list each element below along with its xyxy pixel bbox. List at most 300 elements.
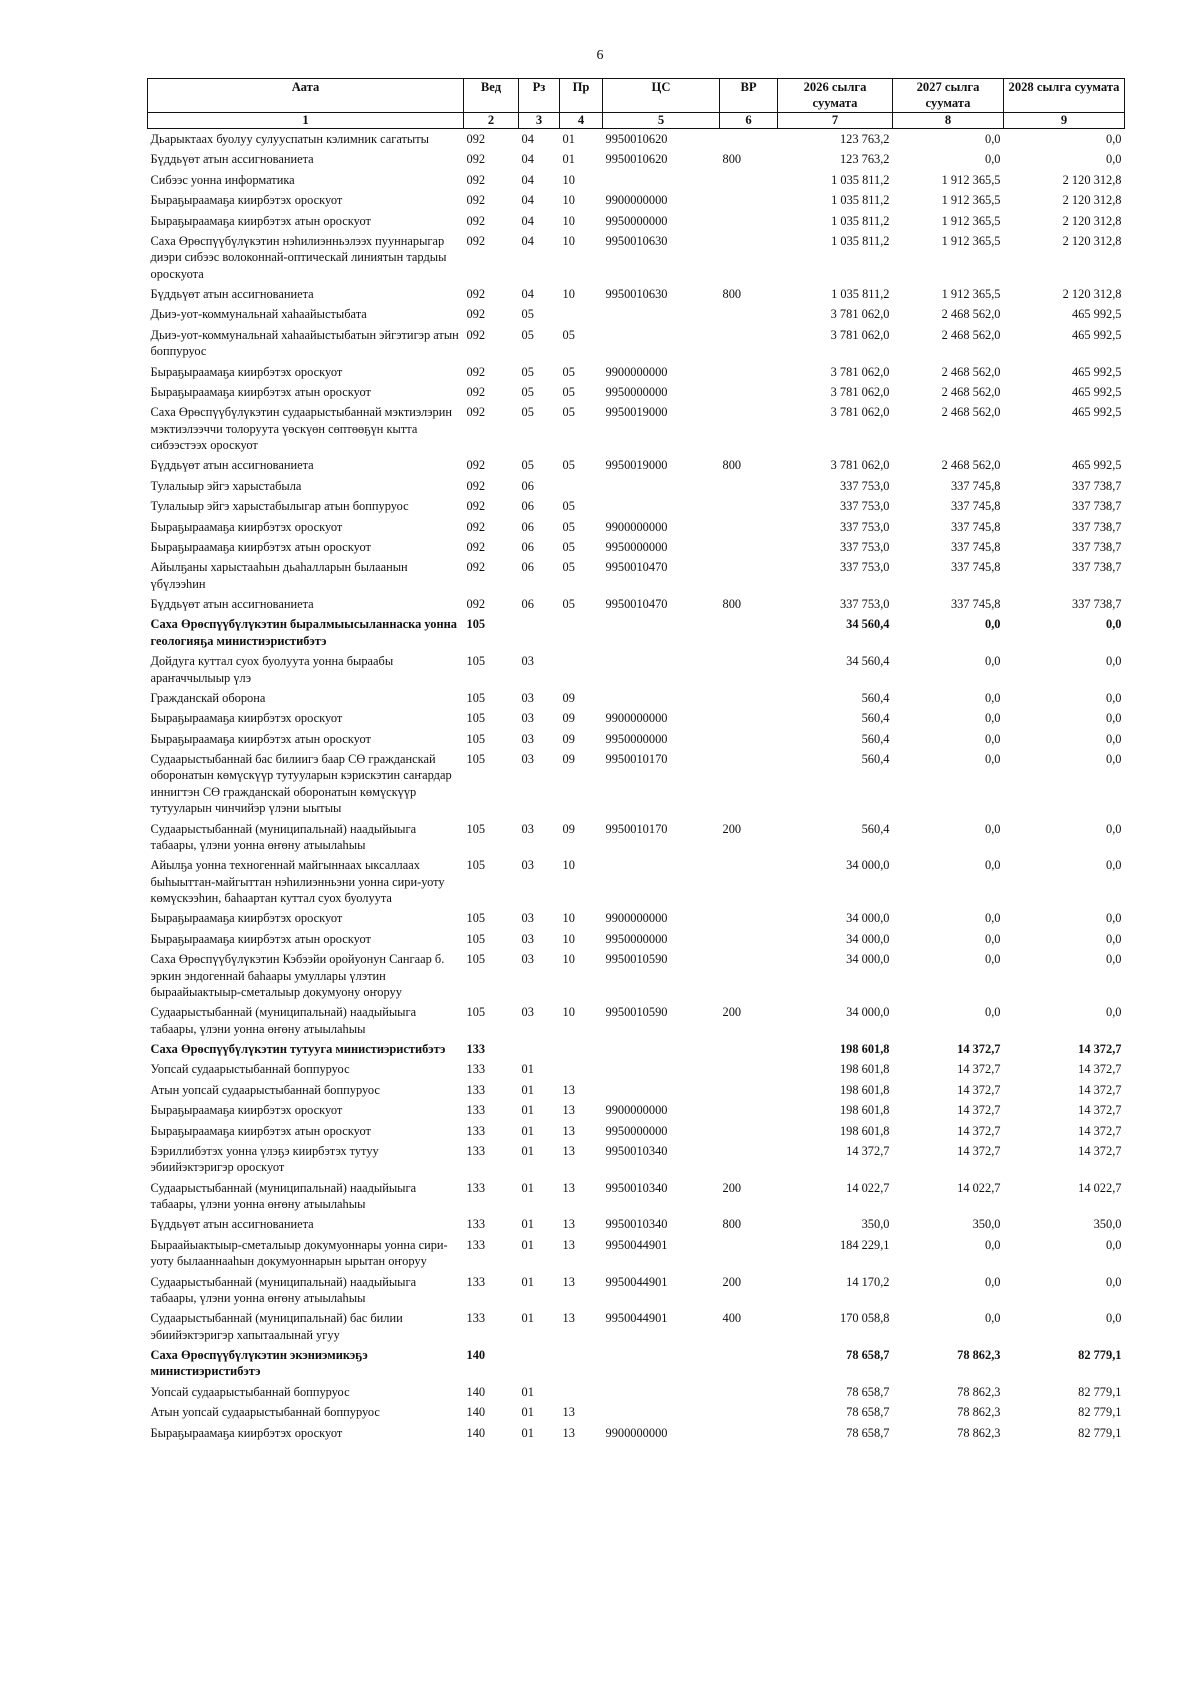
- vr-cell: [720, 688, 778, 708]
- table-row: [148, 1059, 1125, 1079]
- table-row: [148, 1423, 1125, 1443]
- ved-cell: 105: [466, 690, 486, 705]
- pr-cell: 05: [562, 597, 575, 611]
- amount-2026-cell: 78 658,7: [846, 1348, 890, 1362]
- vr-cell: [720, 1059, 778, 1079]
- vr-cell: [720, 651, 778, 688]
- pr-cell: 05: [562, 327, 575, 342]
- amount-2027-cell: 1 912 365,5: [941, 287, 1001, 301]
- rz-cell: 06: [521, 539, 534, 554]
- cs-cell: 9950010630: [605, 233, 668, 248]
- table-row: [148, 284, 1125, 304]
- table-row: [148, 170, 1125, 190]
- vr-cell: [720, 1382, 778, 1402]
- rz-cell: 04: [521, 213, 534, 228]
- header-row: [148, 79, 1125, 113]
- cs-cell: [603, 170, 720, 190]
- amount-2027-cell: 14 372,7: [957, 1123, 1001, 1138]
- column-header: 2026 сылга суумата: [778, 79, 893, 113]
- cs-cell: [603, 1059, 720, 1079]
- row-name-cell: Бүддьүөт атын ассигнованиета: [150, 287, 314, 301]
- cs-cell: 9950000000: [605, 1123, 668, 1138]
- vr-cell: [720, 929, 778, 949]
- column-header: Пр: [560, 79, 603, 113]
- ved-cell: 133: [466, 1042, 486, 1056]
- cs-cell: [603, 476, 720, 496]
- amount-2028-cell: 82 779,1: [1078, 1425, 1122, 1440]
- amount-2028-cell: 0,0: [1106, 752, 1122, 766]
- table-row: [148, 325, 1125, 362]
- amount-2027-cell: 1 912 365,5: [941, 213, 1001, 228]
- table-row: [148, 819, 1125, 856]
- pr-cell: [560, 304, 603, 324]
- amount-2028-cell: 0,0: [1106, 711, 1122, 726]
- amount-2027-cell: 2 468 562,0: [941, 327, 1001, 342]
- cs-cell: 9900000000: [605, 1103, 668, 1118]
- row-name-cell: Быраҕыраамаҕа киирбэтэх ороскуот: [150, 193, 343, 208]
- amount-2026-cell: 34 000,0: [846, 858, 890, 873]
- table-row: [148, 949, 1125, 1002]
- ved-cell: 092: [466, 597, 486, 611]
- vr-cell: [720, 476, 778, 496]
- pr-cell: [560, 1345, 603, 1382]
- amount-2026-cell: 34 560,4: [846, 654, 890, 669]
- amount-2028-cell: 465 992,5: [1071, 458, 1122, 473]
- pr-cell: 01: [562, 132, 575, 146]
- rz-cell: 04: [521, 193, 534, 208]
- cs-cell: 9950044901: [605, 1311, 668, 1326]
- amount-2027-cell: 0,0: [985, 911, 1001, 926]
- ved-cell: 105: [466, 911, 486, 926]
- amount-2027-cell: 337 745,8: [950, 478, 1001, 493]
- amount-2026-cell: 337 753,0: [839, 478, 890, 493]
- ved-cell: 133: [466, 1274, 486, 1289]
- amount-2027-cell: 14 372,7: [957, 1042, 1001, 1056]
- ved-cell: 140: [466, 1348, 486, 1362]
- amount-2028-cell: 2 120 312,8: [1062, 233, 1122, 248]
- rz-cell: 01: [521, 1384, 534, 1399]
- row-name-cell: Дьиэ-уот-коммунальнай хаһаайыстыбатын эйгэтигэр атын боппуруос: [150, 327, 459, 359]
- amount-2028-cell: 0,0: [1106, 821, 1122, 836]
- amount-2026-cell: 14 170,2: [846, 1274, 890, 1289]
- amount-2026-cell: 337 753,0: [839, 499, 890, 514]
- vr-cell: [720, 1235, 778, 1272]
- cs-cell: 9950044901: [605, 1274, 668, 1289]
- amount-2028-cell: 0,0: [1106, 931, 1122, 946]
- amount-2027-cell: 337 745,8: [950, 499, 1001, 514]
- amount-2026-cell: 198 601,8: [839, 1082, 890, 1097]
- cs-cell: 9950010620: [605, 152, 668, 167]
- amount-2026-cell: 78 658,7: [846, 1425, 890, 1440]
- vr-cell: [720, 170, 778, 190]
- rz-cell: 03: [521, 952, 534, 967]
- cs-cell: 9950010470: [605, 597, 668, 611]
- row-name-cell: Саха Өрөспүүбүлүкэтин Кэбээйи оройуонун Сангаар б. эркин эндогеннай баһаары умуллары үлэтин быраайыактыыр-сметалыыр докумуону оҥоруу: [150, 952, 445, 999]
- vr-cell: 200: [722, 1005, 742, 1020]
- amount-2028-cell: 2 120 312,8: [1062, 287, 1122, 301]
- table-row: [148, 1382, 1125, 1402]
- ved-cell: 092: [466, 307, 486, 322]
- cs-cell: 9950010170: [605, 752, 668, 766]
- amount-2028-cell: 0,0: [1106, 617, 1122, 632]
- amount-2027-cell: 337 745,8: [950, 519, 1001, 534]
- ved-cell: 092: [466, 405, 486, 420]
- row-name-cell: Бүддьүөт атын ассигнованиета: [150, 458, 314, 473]
- table-body: [148, 129, 1125, 1443]
- vr-cell: [720, 908, 778, 928]
- row-name-cell: Саха Өрөспүүбүлүкэтин судаарыстыбаннай мэктиэлэрин мэктиэлээччи толоруута үөскүөн сөптөөҕүн кытта сибээстээх ороскуот: [150, 405, 452, 452]
- amount-2028-cell: 14 372,7: [1078, 1103, 1122, 1118]
- pr-cell: 13: [562, 1103, 575, 1118]
- cs-cell: 9950010170: [605, 821, 668, 836]
- amount-2026-cell: 560,4: [861, 731, 890, 746]
- amount-2028-cell: 0,0: [1106, 690, 1122, 705]
- amount-2028-cell: 0,0: [1106, 1237, 1122, 1252]
- amount-2027-cell: 0,0: [985, 952, 1001, 967]
- amount-2027-cell: 0,0: [985, 1274, 1001, 1289]
- ved-cell: 105: [466, 711, 486, 726]
- ved-cell: 133: [466, 1180, 486, 1195]
- row-name-cell: Саха Өрөспүүбүлүкэтин тутууга министиэристибэтэ: [150, 1042, 446, 1056]
- cs-cell: 9900000000: [605, 193, 668, 208]
- rz-cell: 01: [521, 1062, 534, 1077]
- amount-2026-cell: 3 781 062,0: [830, 405, 890, 420]
- pr-cell: 10: [562, 233, 575, 248]
- amount-2026-cell: 198 601,8: [839, 1123, 890, 1138]
- amount-2027-cell: 0,0: [985, 132, 1001, 146]
- amount-2026-cell: 123 763,2: [839, 152, 890, 167]
- cs-cell: 9900000000: [605, 519, 668, 534]
- amount-2028-cell: 0,0: [1106, 1311, 1122, 1326]
- row-name-cell: Судаарыстыбаннай (муниципальнай) наадыйыыга табаары, үлэни уонна өҥөну атыылаһыы: [150, 1005, 417, 1036]
- amount-2027-cell: 0,0: [985, 752, 1001, 766]
- amount-2027-cell: 1 912 365,5: [941, 172, 1001, 187]
- pr-cell: 13: [562, 1237, 575, 1252]
- rz-cell: 01: [521, 1103, 534, 1118]
- rz-cell: 03: [521, 731, 534, 746]
- pr-cell: 05: [562, 364, 575, 379]
- row-name-cell: Быраҕыраамаҕа киирбэтэх ороскуот: [150, 711, 343, 726]
- table-row: [148, 1100, 1125, 1120]
- rz-cell: 04: [521, 233, 534, 248]
- row-name-cell: Дьиэ-уот-коммунальнай хаһаайыстыбата: [150, 307, 367, 322]
- amount-2028-cell: 337 738,7: [1071, 597, 1122, 611]
- vr-cell: [720, 557, 778, 594]
- amount-2028-cell: 465 992,5: [1071, 405, 1122, 420]
- table-row: [148, 1141, 1125, 1178]
- rz-cell: 01: [521, 1405, 534, 1420]
- amount-2027-cell: 14 372,7: [957, 1103, 1001, 1118]
- amount-2026-cell: 560,4: [861, 690, 890, 705]
- pr-cell: [560, 476, 603, 496]
- rz-cell: 03: [521, 821, 534, 836]
- amount-2027-cell: 337 745,8: [950, 597, 1001, 611]
- table-row: [148, 1235, 1125, 1272]
- amount-2028-cell: 2 120 312,8: [1062, 193, 1122, 208]
- row-name-cell: Айылҕа уонна техногеннай майгыннаах ыксаллаах быһыыттан-майгыттан нэһилиэнньэни уонна сири-уоту көмүскээһин, баһаартан куттал суох буолуута: [150, 858, 445, 905]
- table-row: [148, 594, 1125, 614]
- ved-cell: 105: [466, 931, 486, 946]
- ved-cell: 105: [466, 752, 486, 766]
- amount-2028-cell: 14 372,7: [1078, 1042, 1122, 1056]
- cs-cell: [603, 1039, 720, 1059]
- table-row: [148, 304, 1125, 324]
- amount-2026-cell: 34 000,0: [846, 931, 890, 946]
- rz-cell: 01: [521, 1143, 534, 1158]
- row-name-cell: Тулалыыр эйгэ харыстабыла: [150, 478, 302, 493]
- amount-2026-cell: 560,4: [861, 752, 890, 766]
- cs-cell: 9900000000: [605, 364, 668, 379]
- pr-cell: 13: [562, 1180, 575, 1195]
- rz-cell: 05: [521, 384, 534, 399]
- vr-cell: [720, 1039, 778, 1059]
- cs-cell: 9950010340: [605, 1217, 668, 1232]
- cs-cell: 9950044901: [605, 1237, 668, 1252]
- column-number: 9: [1004, 113, 1125, 129]
- amount-2026-cell: 3 781 062,0: [830, 364, 890, 379]
- cs-cell: [603, 1345, 720, 1382]
- table-row: [148, 614, 1125, 651]
- row-name-cell: Быраҕыраамаҕа киирбэтэх ороскуот: [150, 519, 343, 534]
- row-name-cell: Сибээс уонна информатика: [150, 172, 295, 187]
- ved-cell: 133: [466, 1311, 486, 1326]
- amount-2026-cell: 3 781 062,0: [830, 458, 890, 473]
- vr-cell: [720, 325, 778, 362]
- amount-2026-cell: 198 601,8: [839, 1042, 890, 1056]
- rz-cell: 04: [521, 287, 534, 301]
- amount-2027-cell: 2 468 562,0: [941, 405, 1001, 420]
- pr-cell: 01: [562, 152, 575, 167]
- table-row: [148, 149, 1125, 169]
- amount-2026-cell: 337 753,0: [839, 560, 890, 575]
- amount-2028-cell: 0,0: [1106, 1274, 1122, 1289]
- amount-2028-cell: 0,0: [1106, 152, 1122, 167]
- row-name-cell: Дьарыктаах буолуу сулууспатын кэлимник сагатыты: [150, 132, 429, 146]
- table-row: [148, 557, 1125, 594]
- amount-2026-cell: 123 763,2: [839, 132, 890, 146]
- amount-2027-cell: 14 022,7: [957, 1180, 1001, 1195]
- amount-2027-cell: 0,0: [985, 821, 1001, 836]
- row-name-cell: Судаарыстыбаннай (муниципальнай) наадыйыыга табаары, үлэни уонна өҥөну атыылаһыы: [150, 821, 417, 852]
- ved-cell: 092: [466, 384, 486, 399]
- amount-2027-cell: 0,0: [985, 931, 1001, 946]
- row-name-cell: Гражданскай оборона: [150, 690, 266, 705]
- amount-2027-cell: 0,0: [985, 617, 1001, 632]
- amount-2027-cell: 0,0: [985, 731, 1001, 746]
- rz-cell: 03: [521, 931, 534, 946]
- vr-cell: [720, 1402, 778, 1422]
- amount-2028-cell: 14 372,7: [1078, 1123, 1122, 1138]
- budget-table: [147, 78, 1125, 1443]
- table-row: [148, 382, 1125, 402]
- ved-cell: 092: [466, 560, 486, 575]
- row-name-cell: Судаарыстыбаннай (муниципальнай) бас билии эбиийэктэригэр хапытаалынай угуу: [150, 1311, 403, 1342]
- amount-2026-cell: 1 035 811,2: [831, 287, 890, 301]
- rz-cell: 01: [521, 1425, 534, 1440]
- row-name-cell: Быраҕыраамаҕа киирбэтэх атын ороскуот: [150, 731, 371, 746]
- ved-cell: 105: [466, 731, 486, 746]
- ved-cell: 092: [466, 539, 486, 554]
- table-row: [148, 729, 1125, 749]
- pr-cell: 13: [562, 1425, 575, 1440]
- cs-cell: [603, 304, 720, 324]
- pr-cell: 10: [562, 1005, 575, 1020]
- pr-cell: [560, 1039, 603, 1059]
- amount-2026-cell: 170 058,8: [839, 1311, 890, 1326]
- pr-cell: 05: [562, 499, 575, 514]
- rz-cell: 06: [521, 560, 534, 575]
- amount-2027-cell: 14 372,7: [957, 1062, 1001, 1077]
- pr-cell: 13: [562, 1405, 575, 1420]
- cs-cell: 9900000000: [605, 911, 668, 926]
- table-row: [148, 190, 1125, 210]
- column-number-row: [148, 113, 1125, 129]
- amount-2028-cell: 0,0: [1106, 858, 1122, 873]
- pr-cell: [560, 651, 603, 688]
- column-header: 2027 сылга суумата: [893, 79, 1004, 113]
- amount-2026-cell: 34 000,0: [846, 952, 890, 967]
- ved-cell: 092: [466, 519, 486, 534]
- row-name-cell: Дойдуга куттал суох буолуута уонна быраабы араҥаччылыыр үлэ: [150, 654, 394, 685]
- vr-cell: [720, 855, 778, 908]
- rz-cell: 03: [521, 752, 534, 766]
- amount-2026-cell: 3 781 062,0: [830, 327, 890, 342]
- cs-cell: [603, 1382, 720, 1402]
- vr-cell: [720, 402, 778, 455]
- pr-cell: 10: [562, 193, 575, 208]
- amount-2027-cell: 337 745,8: [950, 539, 1001, 554]
- row-name-cell: Уопсай судаарыстыбаннай боппуруос: [150, 1384, 350, 1399]
- cs-cell: 9950010590: [605, 1005, 668, 1020]
- cs-cell: 9950000000: [605, 213, 668, 228]
- table-row: [148, 476, 1125, 496]
- pr-cell: 05: [562, 405, 575, 420]
- ved-cell: 105: [466, 1005, 486, 1020]
- ved-cell: 105: [466, 617, 486, 632]
- amount-2027-cell: 2 468 562,0: [941, 364, 1001, 379]
- rz-cell: 03: [521, 690, 534, 705]
- row-name-cell: Саха Өрөспүүбүлүкэтин экэниэмикэҕэ министиэристибэтэ: [150, 1348, 368, 1379]
- rz-cell: 06: [521, 478, 534, 493]
- rz-cell: 06: [521, 499, 534, 514]
- cs-cell: 9950000000: [605, 539, 668, 554]
- rz-cell: 03: [521, 1005, 534, 1020]
- vr-cell: [720, 517, 778, 537]
- vr-cell: [720, 537, 778, 557]
- ved-cell: 092: [466, 152, 486, 167]
- amount-2028-cell: 337 738,7: [1071, 519, 1122, 534]
- amount-2028-cell: 337 738,7: [1071, 560, 1122, 575]
- column-header: Аата: [148, 79, 464, 113]
- rz-cell: 01: [521, 1123, 534, 1138]
- ved-cell: 133: [466, 1103, 486, 1118]
- amount-2028-cell: 82 779,1: [1078, 1348, 1122, 1362]
- row-name-cell: Быраҕыраамаҕа киирбэтэх атын ороскуот: [150, 1123, 371, 1138]
- rz-cell: 01: [521, 1311, 534, 1326]
- table-row: [148, 496, 1125, 516]
- table-row: [148, 908, 1125, 928]
- cs-cell: [603, 688, 720, 708]
- vr-cell: [720, 129, 778, 150]
- table-row: [148, 1345, 1125, 1382]
- amount-2027-cell: 2 468 562,0: [941, 307, 1001, 322]
- row-name-cell: Быраҕыраамаҕа киирбэтэх атын ороскуот: [150, 539, 371, 554]
- rz-cell: 04: [521, 152, 534, 167]
- amount-2028-cell: 465 992,5: [1071, 307, 1122, 322]
- amount-2027-cell: 2 468 562,0: [941, 458, 1001, 473]
- table-row: [148, 362, 1125, 382]
- row-name-cell: Быраҕыраамаҕа киирбэтэх ороскуот: [150, 1103, 343, 1118]
- rz-cell: 05: [521, 458, 534, 473]
- cs-cell: 9900000000: [605, 1425, 668, 1440]
- vr-cell: [720, 231, 778, 284]
- amount-2028-cell: 465 992,5: [1071, 384, 1122, 399]
- amount-2026-cell: 1 035 811,2: [831, 193, 890, 208]
- vr-cell: 400: [722, 1311, 742, 1326]
- row-name-cell: Айылҕаны харыстааһын дьаһалларын былаанын үбүлээһин: [150, 560, 408, 591]
- cs-cell: 9950010340: [605, 1180, 668, 1195]
- row-name-cell: Быраҕыраамаҕа киирбэтэх ороскуот: [150, 364, 343, 379]
- amount-2026-cell: 337 753,0: [839, 519, 890, 534]
- vr-cell: [720, 749, 778, 819]
- column-number: 6: [720, 113, 778, 129]
- vr-cell: [720, 1121, 778, 1141]
- ved-cell: 092: [466, 233, 486, 248]
- pr-cell: 13: [562, 1143, 575, 1158]
- rz-cell: 01: [521, 1180, 534, 1195]
- vr-cell: 200: [722, 1274, 742, 1289]
- pr-cell: 09: [562, 690, 575, 705]
- ved-cell: 105: [466, 858, 486, 873]
- table-row: [148, 1002, 1125, 1039]
- amount-2026-cell: 3 781 062,0: [830, 307, 890, 322]
- pr-cell: [560, 614, 603, 651]
- vr-cell: 200: [722, 1180, 742, 1195]
- cs-cell: [603, 855, 720, 908]
- amount-2028-cell: 14 372,7: [1078, 1062, 1122, 1077]
- table-row: [148, 708, 1125, 728]
- rz-cell: [519, 1345, 560, 1382]
- pr-cell: 09: [562, 821, 575, 836]
- amount-2027-cell: 0,0: [985, 1237, 1001, 1252]
- row-name-cell: Уопсай судаарыстыбаннай боппуруос: [150, 1062, 350, 1077]
- pr-cell: 10: [562, 858, 575, 873]
- row-name-cell: Быраайыактыыр-сметалыыр докумуоннары уонна сири-уоту былааннааһын докумуоннарын ырытан оҥоруу: [150, 1237, 448, 1269]
- amount-2026-cell: 350,0: [861, 1217, 890, 1232]
- amount-2027-cell: 78 862,3: [957, 1405, 1001, 1420]
- ved-cell: 092: [466, 499, 486, 514]
- ved-cell: 092: [466, 287, 486, 301]
- pr-cell: 10: [562, 952, 575, 967]
- pr-cell: 05: [562, 458, 575, 473]
- amount-2028-cell: 2 120 312,8: [1062, 213, 1122, 228]
- rz-cell: [519, 614, 560, 651]
- pr-cell: 05: [562, 560, 575, 575]
- amount-2027-cell: 0,0: [985, 690, 1001, 705]
- pr-cell: 09: [562, 731, 575, 746]
- row-name-cell: Быраҕыраамаҕа киирбэтэх ороскуот: [150, 911, 343, 926]
- vr-cell: 800: [722, 152, 742, 167]
- amount-2027-cell: 0,0: [985, 654, 1001, 669]
- column-number: 2: [464, 113, 519, 129]
- amount-2026-cell: 198 601,8: [839, 1103, 890, 1118]
- cs-cell: 9950000000: [605, 384, 668, 399]
- rz-cell: 03: [521, 911, 534, 926]
- pr-cell: [560, 1059, 603, 1079]
- table-row: [148, 1272, 1125, 1309]
- ved-cell: 092: [466, 458, 486, 473]
- row-name-cell: Саха Өрөспүүбүлүкэтин нэһилиэнньэлээх пууннарыгар диэри сибээс волоконнай-оптическай линиятын тардыы ороскуота: [150, 233, 447, 281]
